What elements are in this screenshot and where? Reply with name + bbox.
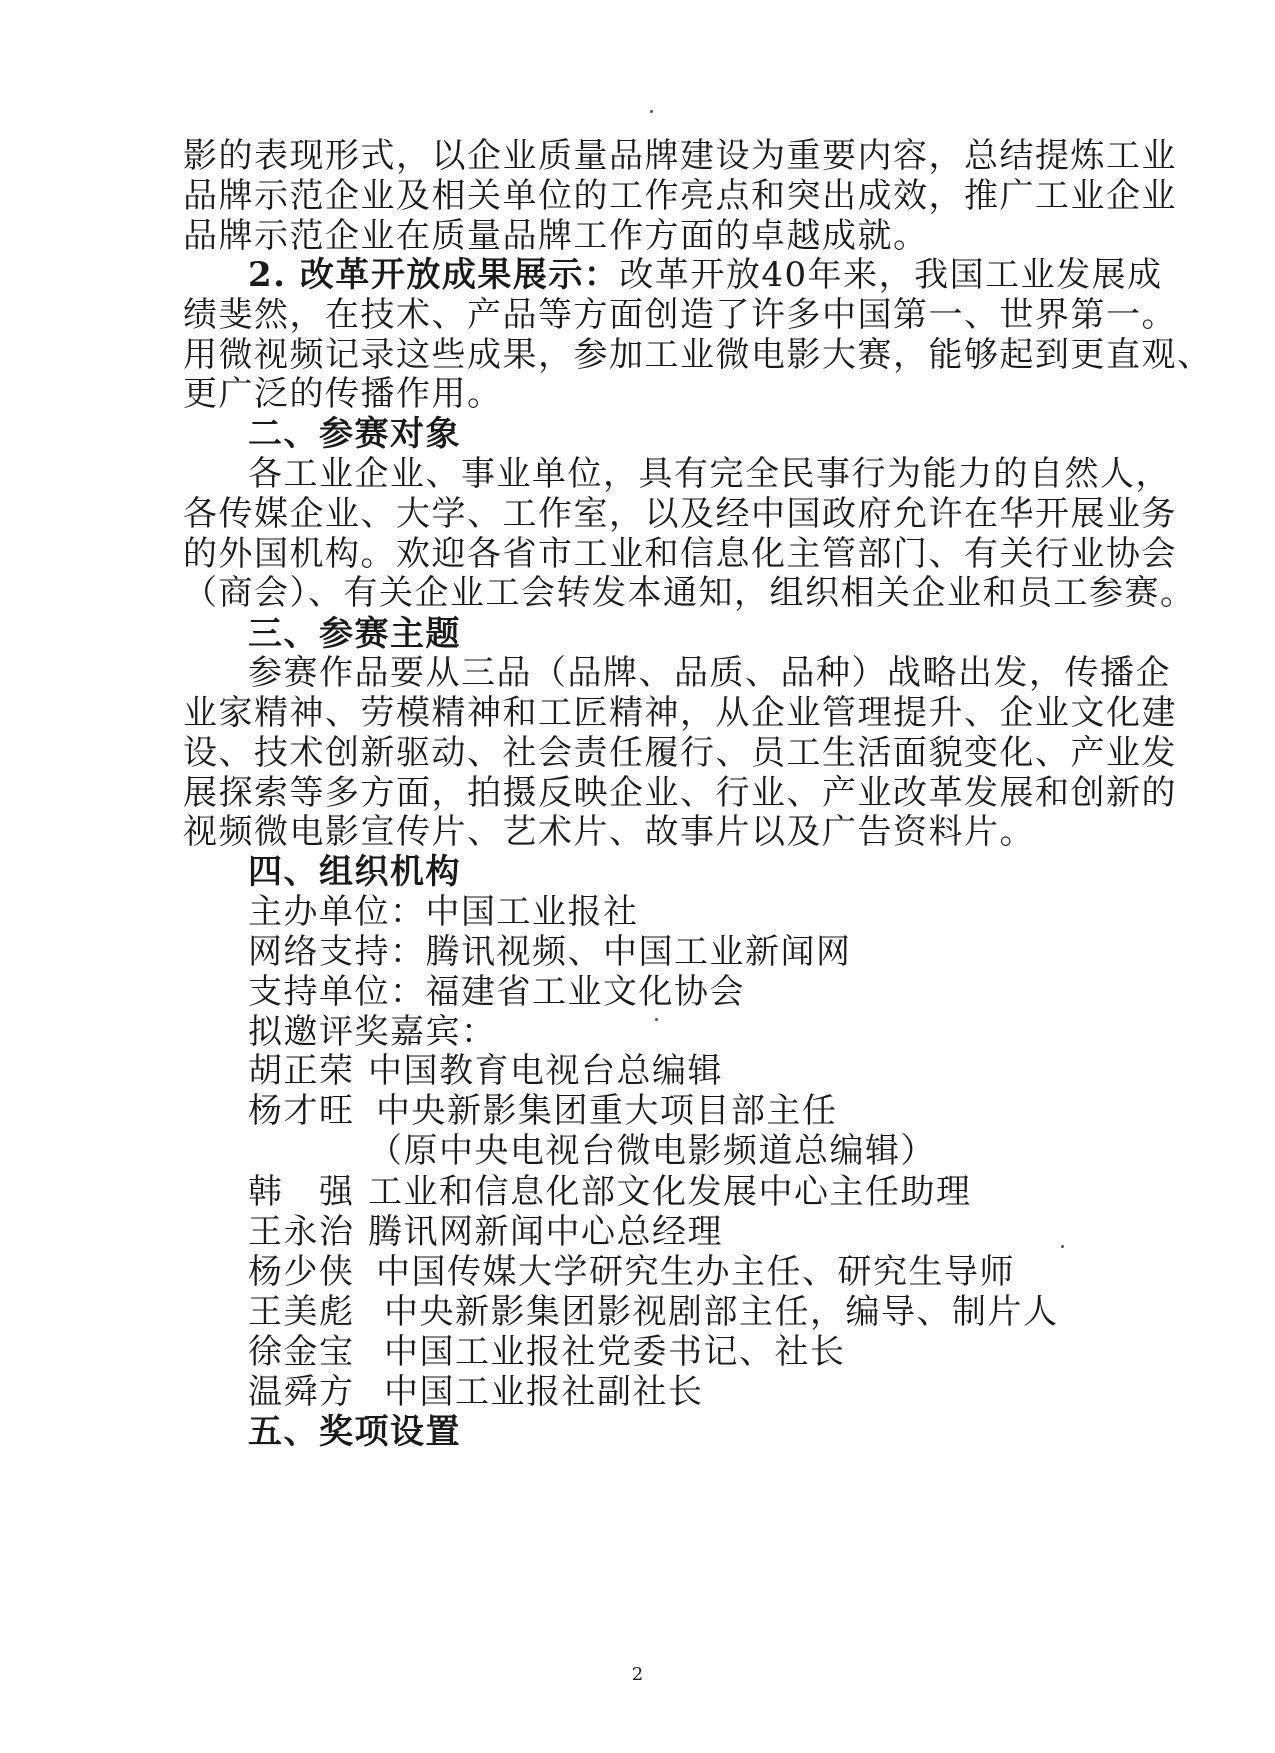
paragraph-line: 业家精神、劳模精神和工匠精神，从企业管理提升、企业文化建 — [183, 693, 1177, 733]
paragraph-text: 改革开放40年来，我国工业发展成 — [619, 255, 1163, 295]
judges-label: 拟邀评奖嘉宾： — [248, 1012, 497, 1052]
scan-speck — [655, 1018, 658, 1021]
judge-title: 中国传媒大学研究生办主任、研究生导师 — [376, 1252, 1015, 1292]
paragraph-line: 各工业企业、事业单位，具有完全民事行为能力的自然人， — [248, 454, 1171, 494]
judge-name: 韩 强 — [248, 1172, 355, 1212]
paragraph-line — [248, 253, 1163, 297]
judge-row — [248, 1210, 723, 1254]
judge-title: 腾讯网新闻中心总经理 — [368, 1212, 723, 1252]
paragraph-line: 视频微电影宣传片、艺术片、故事片以及广告资料片。 — [183, 812, 1035, 852]
subsection-label: 2. 改革开放成果展示： — [248, 255, 620, 295]
paragraph-line: 品牌示范企业及相关单位的工作亮点和突出成效，推广工业企业 — [183, 176, 1177, 216]
paragraph-line: 参赛作品要从三品（品牌、品质、品种）战略出发，传播企 — [248, 653, 1171, 693]
judge-row — [248, 1089, 838, 1133]
judge-title: （原中央电视台微电影频道总编辑） — [368, 1131, 936, 1171]
judge-title: 中国工业报社党委书记、社长 — [384, 1332, 846, 1372]
judge-title: 中国教育电视台总编辑 — [368, 1051, 723, 1091]
judge-title: 中央新影集团影视剧部主任，编导、制片人 — [384, 1292, 1059, 1332]
judge-row — [248, 1290, 1059, 1334]
judge-name: 杨少侠 — [248, 1252, 355, 1292]
host-unit: 主办单位：中国工业报社 — [248, 892, 639, 932]
judge-row — [248, 1170, 972, 1214]
judge-name: 徐金宝 — [248, 1332, 355, 1372]
judge-title: 中央新影集团重大项目部主任 — [376, 1091, 838, 1131]
judge-row — [248, 1049, 723, 1093]
section-heading-participants: 二、参赛对象 — [248, 414, 461, 454]
judge-row — [248, 1250, 1015, 1294]
judge-name: 胡正荣 — [248, 1051, 355, 1091]
judge-name: 王美彪 — [248, 1292, 355, 1332]
judge-name: 杨才旺 — [248, 1091, 355, 1131]
page-number: 2 — [631, 1664, 644, 1685]
judge-title: 中国工业报社副社长 — [384, 1372, 704, 1412]
paragraph-line: 更广泛的传播作用。 — [183, 374, 503, 414]
judge-row — [248, 1330, 846, 1374]
scan-speck — [650, 110, 653, 113]
section-heading-organization: 四、组织机构 — [248, 852, 461, 892]
paragraph-line: 品牌示范企业在质量品牌工作方面的卓越成就。 — [183, 216, 929, 256]
scan-speck — [1061, 1245, 1064, 1248]
paragraph-line: 展探索等多方面，拍摄反映企业、行业、产业改革发展和创新的 — [183, 773, 1177, 813]
network-support: 网络支持：腾讯视频、中国工业新闻网 — [248, 932, 852, 972]
paragraph-line: 影的表现形式，以企业质量品牌建设为重要内容，总结提炼工业 — [183, 136, 1177, 176]
section-heading-theme: 三、参赛主题 — [248, 614, 461, 654]
paragraph-line: （商会）、有关企业工会转发本通知，组织相关企业和员工参赛。 — [183, 573, 1196, 613]
judge-row — [368, 1129, 936, 1173]
judge-row — [248, 1370, 704, 1414]
supporting-unit: 支持单位：福建省工业文化协会 — [248, 972, 745, 1012]
paragraph-line: 设、技术创新驱动、社会责任履行、员工生活面貌变化、产业发 — [183, 733, 1177, 773]
paragraph-line: 用微视频记录这些成果，参加工业微电影大赛，能够起到更直观、 — [183, 335, 1213, 375]
judge-name: 温舜方 — [248, 1372, 355, 1412]
paragraph-line: 绩斐然，在技术、产品等方面创造了许多中国第一、世界第一。 — [183, 295, 1177, 335]
paragraph-line: 的外国机构。欢迎各省市工业和信息化主管部门、有关行业协会 — [183, 534, 1177, 574]
judge-title: 工业和信息化部文化发展中心主任助理 — [368, 1172, 972, 1212]
judge-name: 王永治 — [248, 1212, 355, 1252]
paragraph-line: 各传媒企业、大学、工作室，以及经中国政府允许在华开展业务 — [183, 494, 1177, 534]
section-heading-awards: 五、奖项设置 — [248, 1412, 461, 1452]
